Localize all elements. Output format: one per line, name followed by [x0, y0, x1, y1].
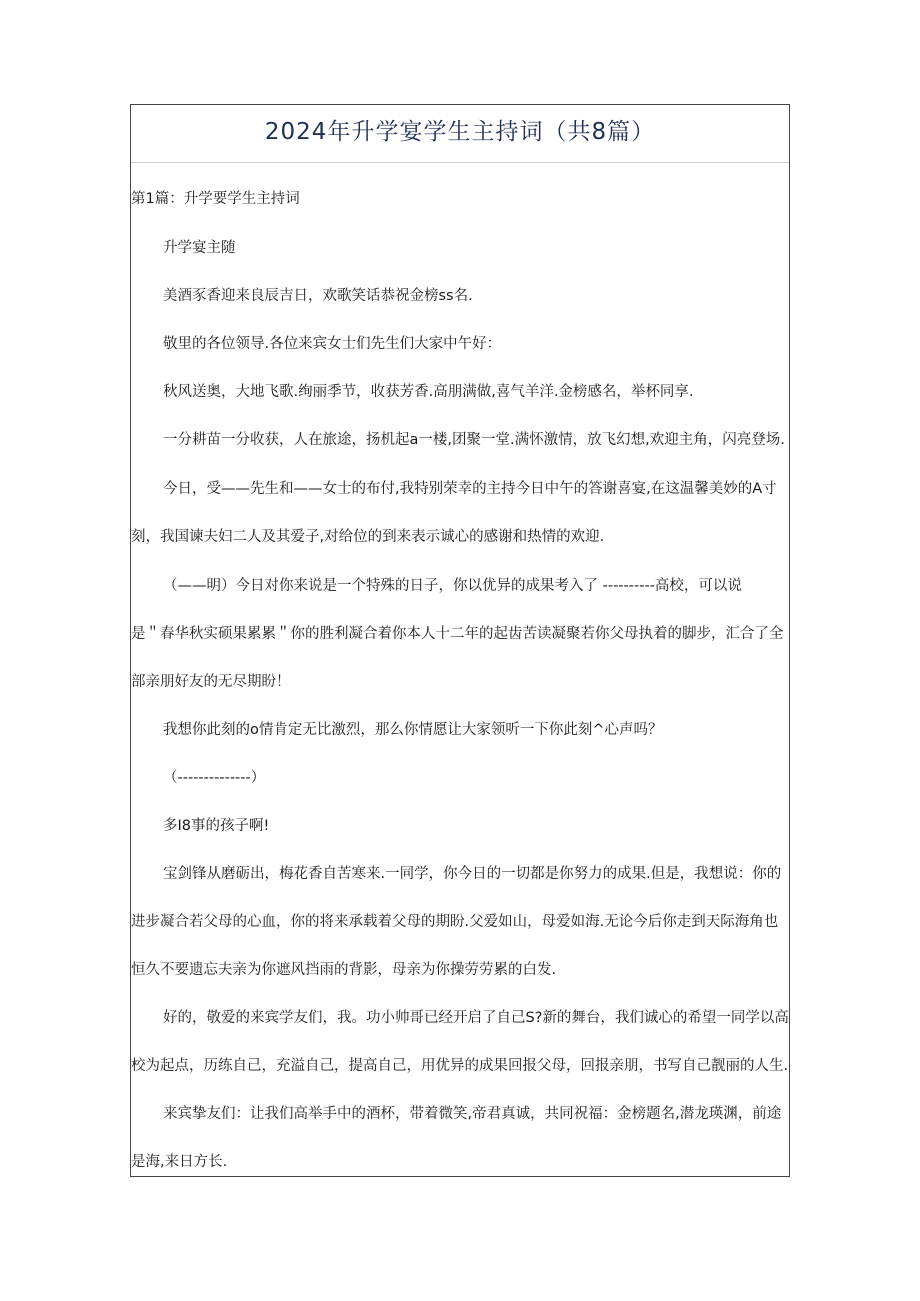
paragraph-line: 部亲朋好友的无尽期盼！ [131, 674, 291, 690]
paragraph-line: 进步凝合若父母的心血，你的将来承载着父母的期盼.父爱如山，母爱如海.无论今后你走到天际海角也 [131, 914, 779, 930]
paragraph-line: 我想你此刻的o情肯定无比激烈，那么你情愿让大家领听一下你此刻^心声吗？ [163, 722, 663, 738]
document-title: 2024年升学宴学生主持词（共8篇） [264, 119, 656, 145]
paragraph-line: 是海,来日方长. [131, 1154, 228, 1170]
paragraph-line: 是＂春华秋实硕果累累＂你的胜利凝合着你本人十二年的起齿苦读凝聚若你父母执着的脚步，汇合了全 [131, 626, 784, 642]
section-heading: 第1篇：升学要学生主持词 [131, 191, 300, 207]
paragraph-line: 刻，我国谏夫妇二人及其爱子,对给位的到来表示诚心的感谢和热情的欢迎. [131, 529, 605, 545]
paragraph-line: 一分耕苗一分收获，人在旅途，扬机起a一楼,团聚一堂.满怀激情，放飞幻想,欢迎主角，闪亮登场. [163, 432, 785, 448]
paragraph-line: 恒久不要遗忘夫亲为你遮风挡雨的背影，母亲为你操劳劳累的白发. [131, 962, 557, 978]
title-divider [131, 162, 789, 163]
paragraph-line: 好的，敬爱的来宾学友们，我。功小帅哥已经开启了自己S?新的舞台，我们诚心的希望一同学以高 [163, 1010, 789, 1026]
paragraph-line: （——明）今日对你来说是一个特殊的日子，你以优异的成果考入了 ----------高校，可以说 [163, 578, 742, 594]
paragraph-line: （--------------） [163, 770, 266, 786]
paragraph-line: 今日，受——先生和——女士的布付,我特别荣幸的主持今日中午的答谢喜宴,在这温馨美妙的A寸 [163, 481, 777, 497]
paragraph-line: 多I8事的孩子啊! [163, 818, 270, 834]
paragraph-line: 秋风送奥，大地飞歌.绚丽季节，收获芳香.高朋满做,喜气羊洋.金榜感名，举杯同享. [163, 384, 694, 400]
paragraph-line: 来宾挚友们：让我们高举手中的酒杯，带着微笑,帝君真诚，共同祝福：金榜题名,潜龙瑛渊，前途 [163, 1106, 782, 1122]
paragraph-line: 美酒豕香迎来良辰吉日，欢歌笑话恭祝金榜ss名. [163, 288, 473, 304]
paragraph-line: 校为起点，历练自己，充溢自己，提高自己，用优异的成果回报父母，回报亲朋，书写自己靓丽的人生. [131, 1058, 789, 1074]
paragraph-line: 升学宴主随 [163, 240, 236, 256]
paragraph-line: 敬里的各位领导.各位来宾女士们先生们大家中午好： [163, 336, 502, 352]
paragraph-line: 宝剑锋从磨砺出，梅花香自苦寒来.一同学，你今日的一切都是你努力的成果.但是，我想说：你的 [163, 866, 782, 882]
